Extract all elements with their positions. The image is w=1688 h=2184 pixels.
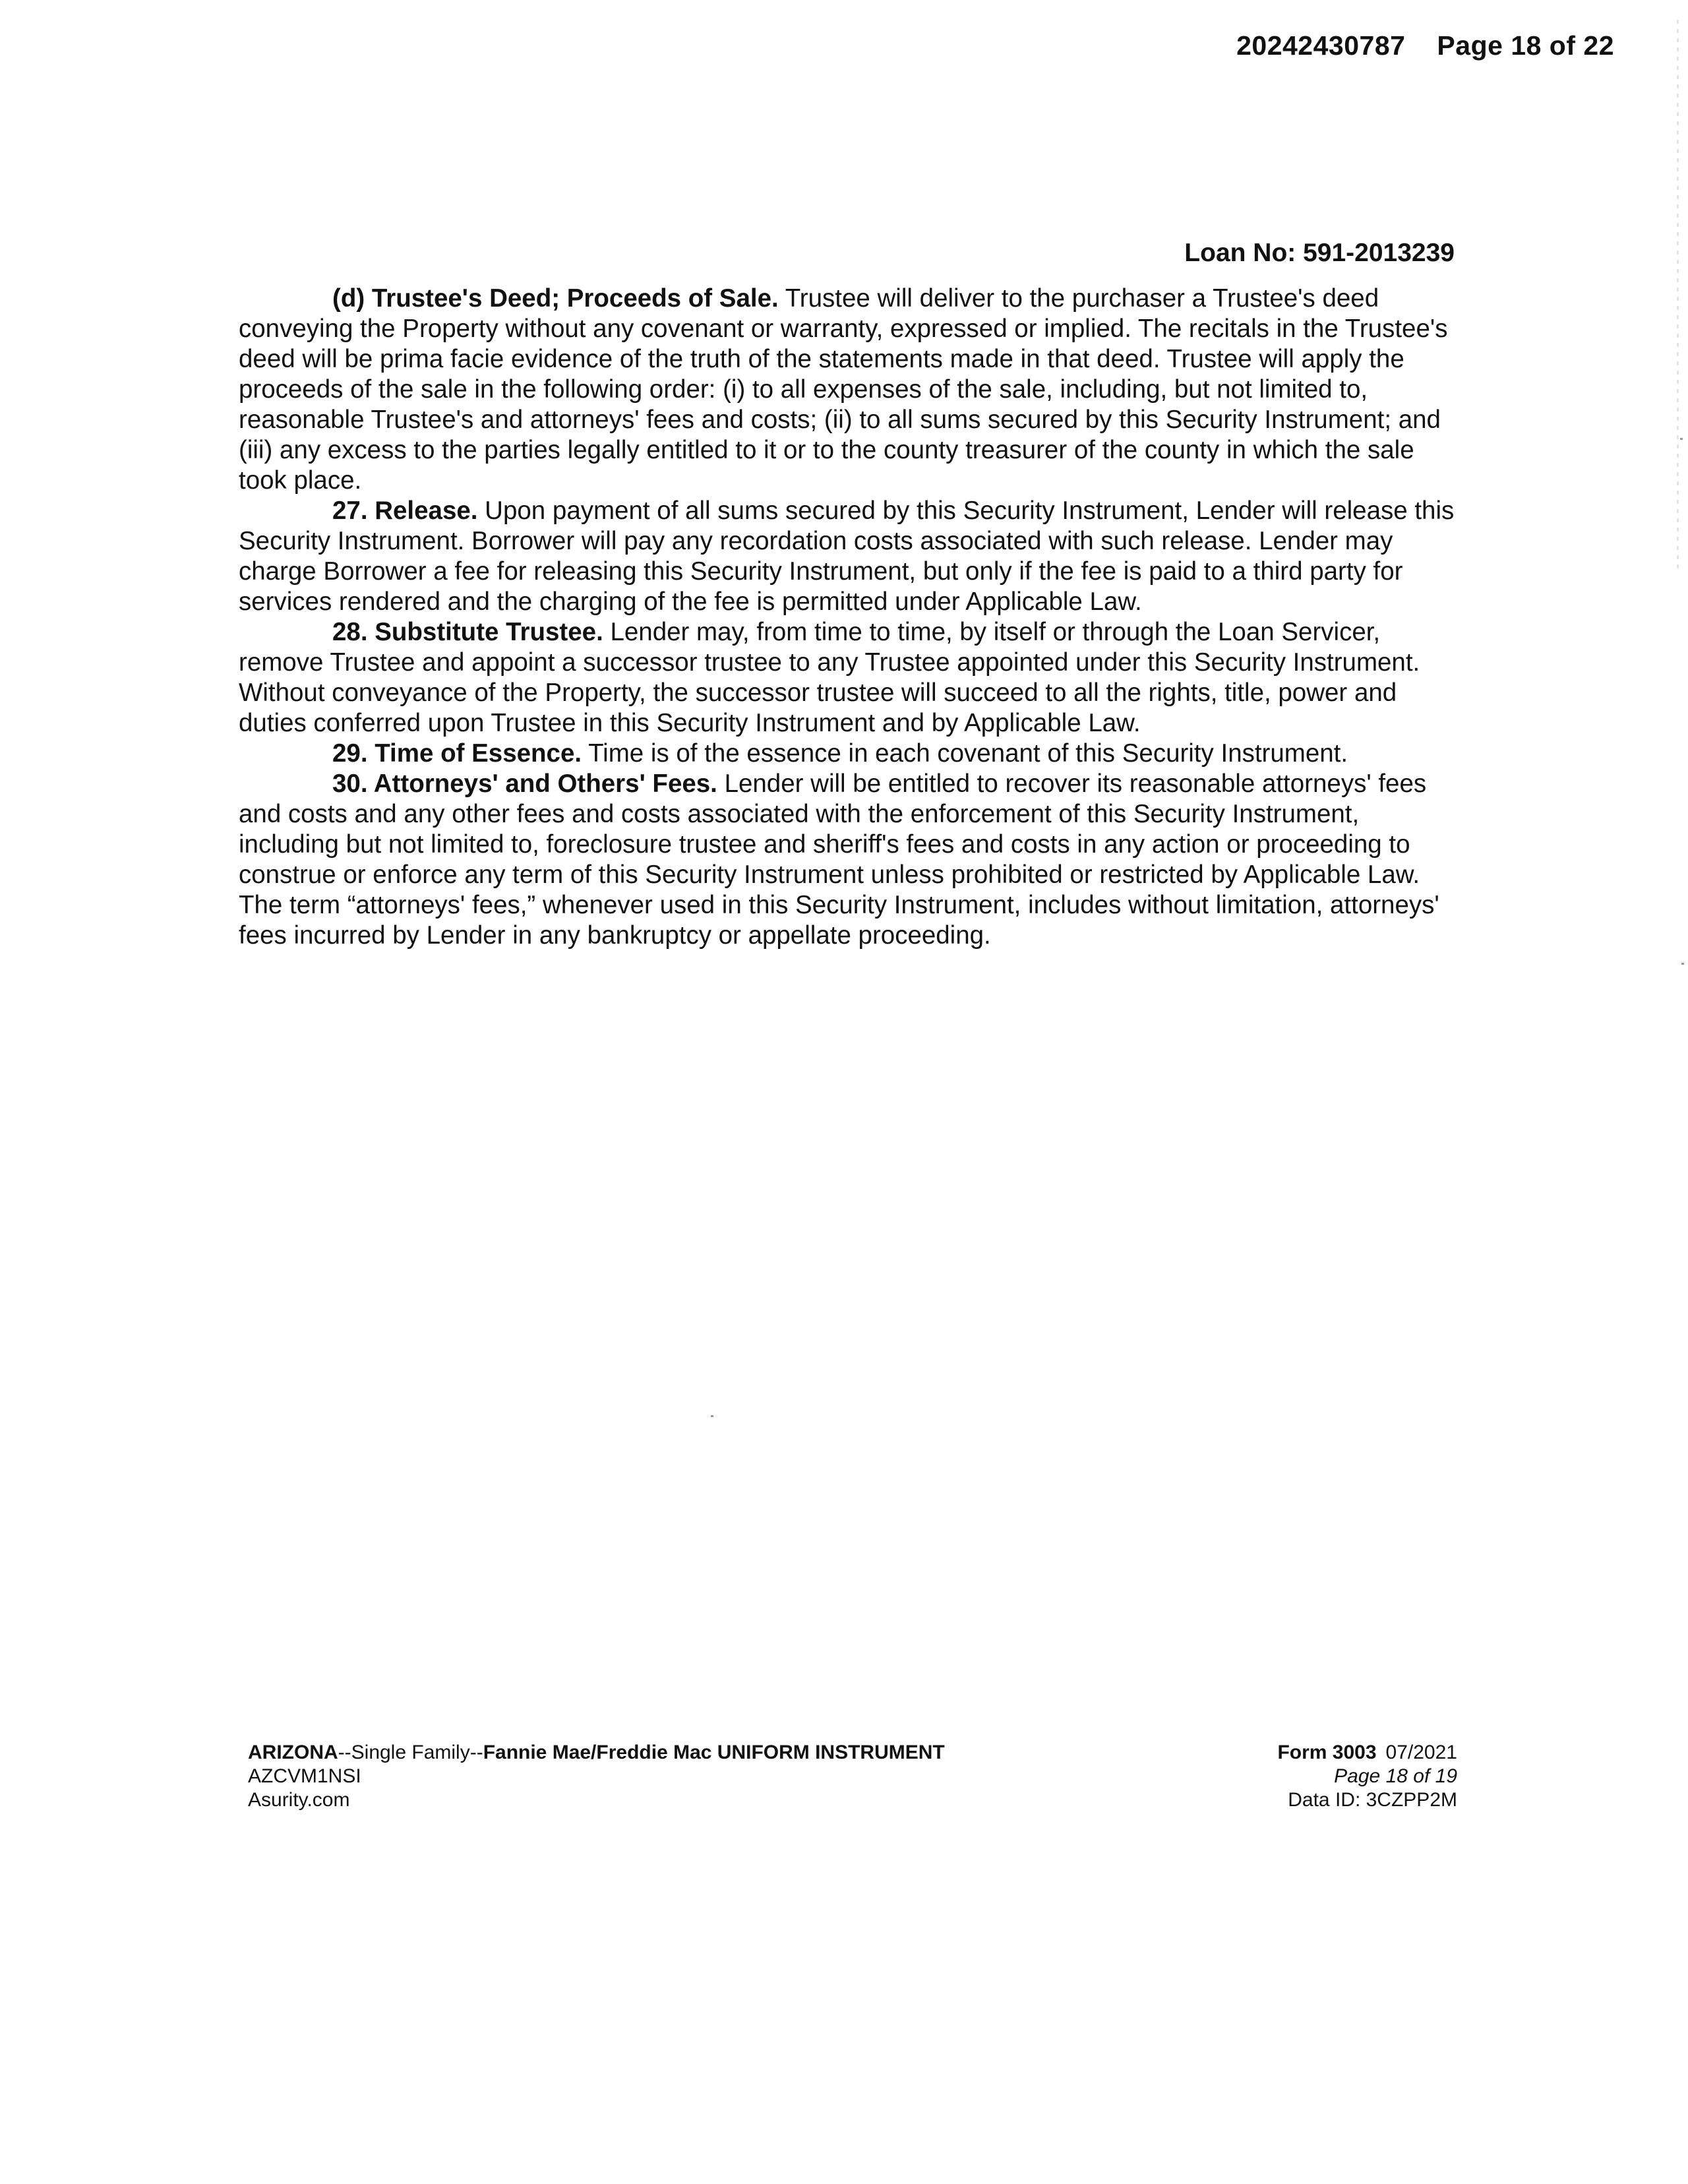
form-page-number: Page 18 of 19 (1334, 1765, 1457, 1787)
section-release (239, 496, 1462, 617)
section-text: Upon payment of all sums secured by this Security Instrument, Lender will release this Security Instrument. Borrower will pay any recordation costs associated with such release. Lender may charge Borrower a fee for releasing this Security Instrument, but only if the fee is paid to a third party for services rendered and the charging of the fee is permitted under Applicable Law. (239, 497, 1455, 616)
recording-number: 20242430787 (1236, 30, 1406, 61)
section-text: Lender may, from time to time, by itself or through the Loan Servicer, remove Trustee and appoint a successor trustee to any Trustee appointed under this Security Instrument. Without conveyance of the Property, the successor trustee will succeed to all the rights, title, power and duties conferred upon Trustee in this Security Instrument and by Applicable Law. (239, 618, 1420, 737)
form-footer-right (1277, 1741, 1457, 1812)
scan-speck (1680, 438, 1683, 440)
scan-speck (1681, 963, 1684, 965)
form-footer-left (248, 1741, 945, 1812)
recording-header (1236, 30, 1614, 61)
loan-number: Loan No: 591-2013239 (1184, 239, 1455, 267)
section-substitute-trustee (239, 617, 1462, 739)
page-indicator: Page 18 of 22 (1437, 30, 1614, 61)
section-attorneys-fees (239, 769, 1462, 951)
form-dash: -- (469, 1742, 483, 1763)
section-trustees-deed (239, 284, 1462, 496)
form-family-type: Single Family (351, 1742, 470, 1763)
form-dash: -- (338, 1742, 351, 1763)
section-text: Trustee will deliver to the purchaser a Trustee's deed conveying the Property without any covenant or warranty, expressed or implied. The recitals in the Trustee's deed will be prima facie evidence of the truth of the statements made in that deed. Trustee will apply the proceeds of the sale in the following order: (i) to all expenses of the sale, including, but not limited to, reasonable Trustee's and attorneys' fees and costs; (ii) to all sums secured by this Security Instrument; and (iii) any excess to the parties legally entitled to it or to the county treasurer of the county in which the sale took place. (239, 284, 1448, 495)
section-heading: (d) Trustee's Deed; Proceeds of Sale. (332, 284, 779, 313)
form-data-id: Data ID: 3CZPP2M (1288, 1789, 1457, 1811)
section-heading: 27. Release. (332, 497, 478, 525)
form-date: 07/2021 (1385, 1742, 1457, 1763)
form-number: Form 3003 (1277, 1742, 1377, 1763)
section-heading: 29. Time of Essence. (332, 739, 582, 768)
section-time-of-essence (239, 739, 1462, 769)
section-text: Time is of the essence in each covenant of this Security Instrument. (582, 739, 1348, 768)
section-heading: 30. Attorneys' and Others' Fees. (332, 770, 717, 798)
form-title (248, 1741, 945, 1765)
document-body (239, 284, 1462, 951)
form-uniform-instrument: Fannie Mae/Freddie Mac UNIFORM INSTRUMENT (483, 1742, 945, 1763)
section-heading: 28. Substitute Trustee. (332, 618, 603, 646)
scan-speck (711, 1415, 713, 1417)
form-doc-code: AZCVM1NSI (248, 1765, 361, 1787)
section-text: Lender will be entitled to recover its reasonable attorneys' fees and costs and any other fees and costs associated with the enforcement of this Security Instrument, including but not limited to, foreclosure trustee and sheriff's fees and costs in any action or proceeding to construe or enforce any term of this Security Instrument unless prohibited or restricted by Applicable Law. The term “attorneys' fees,” whenever used in this Security Instrument, includes without limitation, attorneys' fees incurred by Lender in any bankruptcy or appellate proceeding. (239, 770, 1439, 950)
form-website: Asurity.com (248, 1789, 350, 1811)
form-state: ARIZONA (248, 1742, 338, 1763)
scan-edge-artifact (1677, 20, 1679, 574)
form-number-line (1277, 1741, 1457, 1765)
